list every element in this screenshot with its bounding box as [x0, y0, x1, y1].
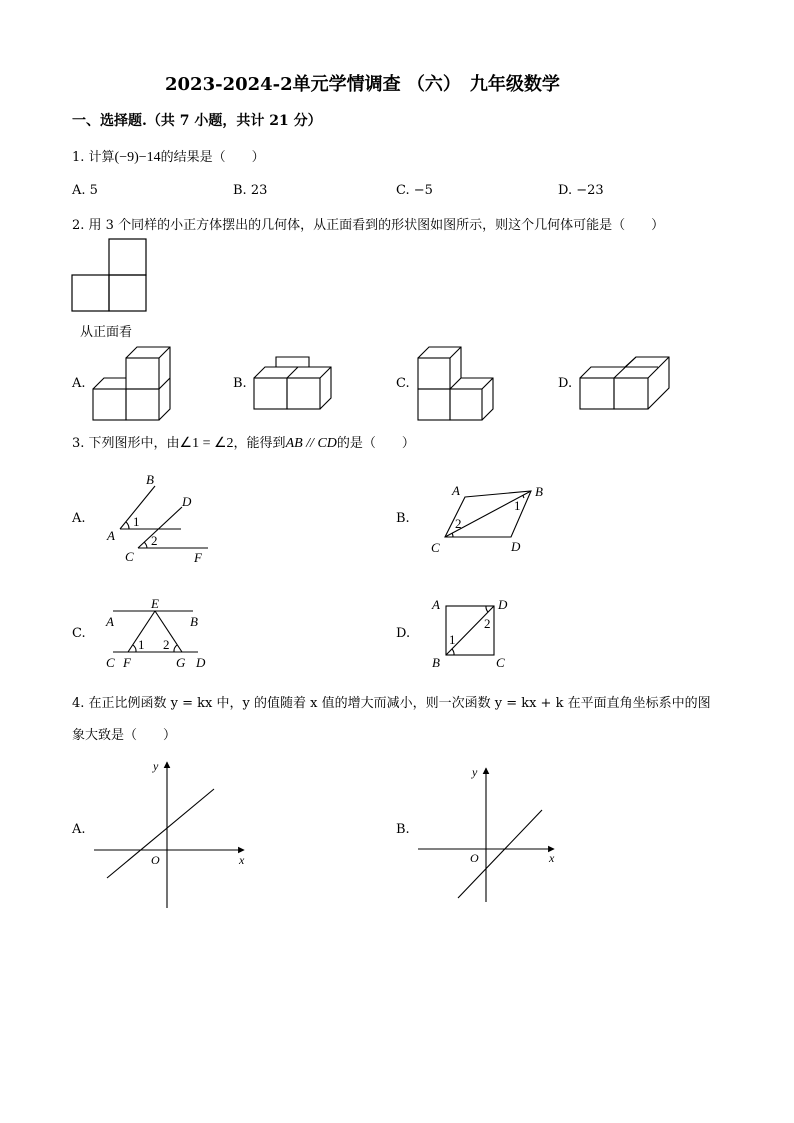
q4a-origin-label: O — [151, 853, 160, 867]
page-title: 2023-2024-2单元学情调查 （六） 九年级数学 — [165, 74, 560, 95]
q2-option-c[interactable]: C. — [396, 376, 410, 391]
q1-option-a[interactable]: A. 5 — [72, 183, 98, 198]
q3b-label-2: 2 — [455, 516, 462, 531]
q1-option-b[interactable]: B. 23 — [233, 183, 268, 198]
question-3-middle: ，能得到 — [233, 436, 286, 451]
q4b-axis-x-label: x — [549, 851, 555, 865]
q3d-label-a: A — [432, 597, 440, 612]
q3c-label-b: B — [190, 614, 198, 629]
q3a-label-a: A — [107, 528, 115, 543]
q3c-label-c: C — [106, 655, 115, 670]
question-3-suffix: 的是（ ） — [336, 436, 415, 451]
q3-option-d[interactable]: D. — [396, 626, 411, 641]
q3a-label-c: C — [125, 549, 134, 564]
q4b-axis-y-label: y — [472, 765, 478, 779]
question-1-expression: (−9)−14 — [114, 150, 161, 165]
q3d-label-1: 1 — [449, 632, 456, 647]
q3a-label-d: D — [182, 494, 192, 509]
q3c-label-d: D — [196, 655, 206, 670]
q3a-label-2: 2 — [151, 533, 158, 548]
q3c-label-f: F — [123, 655, 131, 670]
q3c-label-e: E — [151, 596, 159, 611]
q4a-axis-y-label: y — [153, 759, 159, 773]
q2-caption: 从正面看 — [80, 325, 133, 340]
q3a-label-1: 1 — [133, 514, 140, 529]
q3c-label-a: A — [106, 614, 114, 629]
question-3-condition: ∠1 = ∠2 — [179, 436, 234, 451]
q3b-label-1: 1 — [514, 498, 521, 513]
q4a-axis-x-label: x — [239, 853, 245, 867]
q3d-label-2: 2 — [484, 616, 491, 631]
q3c-label-2: 2 — [163, 637, 170, 652]
q3b-label-d: D — [511, 539, 521, 554]
q1-option-d[interactable]: D. −23 — [558, 183, 604, 198]
question-4-line-1: 4. 在正比例函数 y = kx 中，y 的值随着 x 值的增大而减小，则一次函数 y = kx + k 在平面直角坐标系中的图 — [72, 696, 711, 711]
q3-option-c[interactable]: C. — [72, 626, 86, 641]
question-4-line-2: 象大致是（ ） — [72, 728, 177, 743]
question-1-suffix: 的结果是（ ） — [160, 150, 265, 165]
q1-option-c[interactable]: C. −5 — [396, 183, 433, 198]
q4-graph-a — [94, 762, 244, 908]
question-2: 2. 用 3 个同样的小正方体摆出的几何体，从正面看到的形状图如图所示，则这个几何体可能是（ ） — [72, 218, 665, 233]
q3b-label-a: A — [452, 483, 460, 498]
q3a-label-b: B — [146, 472, 154, 487]
section-heading: 一、选择题.（共 7 小题，共计 21 分） — [72, 113, 322, 129]
q2-option-b[interactable]: B. — [233, 376, 247, 391]
question-3-conclusion: AB // CD — [285, 436, 337, 451]
question-3-prefix: 3. 下列图形中，由 — [72, 436, 180, 451]
q2-option-a[interactable]: A. — [72, 376, 86, 391]
q4-option-a[interactable]: A. — [72, 822, 86, 837]
q3c-label-g: G — [176, 655, 186, 670]
q3d-label-c: C — [496, 655, 505, 670]
q4-option-b[interactable]: B. — [396, 822, 410, 837]
q3-option-b[interactable]: B. — [396, 511, 410, 526]
q4b-origin-label: O — [470, 851, 479, 865]
q3-option-a[interactable]: A. — [72, 511, 86, 526]
q2-option-d[interactable]: D. — [558, 376, 573, 391]
q4-graph-b — [418, 768, 554, 902]
q3a-label-f: F — [194, 550, 202, 565]
q3b-label-c: C — [431, 540, 440, 555]
q3c-label-1: 1 — [138, 637, 145, 652]
q3b-label-b: B — [535, 484, 543, 499]
q3d-label-d: D — [498, 597, 508, 612]
q3d-label-b: B — [432, 655, 440, 670]
question-1-prefix: 1. 计算 — [72, 150, 115, 165]
